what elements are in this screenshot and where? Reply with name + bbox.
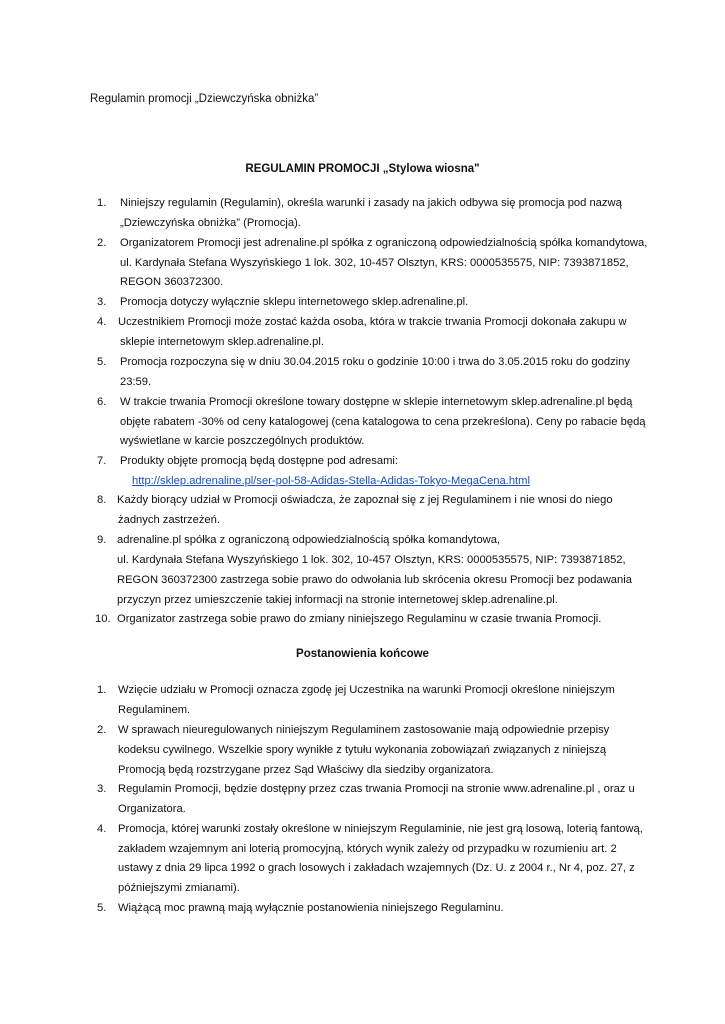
final-rule-text: późniejszymi zmianami). <box>118 882 240 894</box>
final-rule-number: 5. <box>97 902 107 914</box>
rule-number: 6. <box>97 396 107 408</box>
final-rule-text: W sprawach nieuregulowanych niniejszym Regulaminem zastosowanie mają odpowiednie przepisy <box>118 724 610 736</box>
rule-text: „Dziewczyńska obniżka” (Promocja). <box>120 217 301 229</box>
final-rule-text: Promocją będą rozstrzygane przez Sąd Właściwy dla siedziby organizatora. <box>118 764 494 776</box>
rule-number: 8. <box>97 494 107 506</box>
rule-text: sklepie internetowym sklep.adrenaline.pl. <box>120 336 324 348</box>
final-rule-text: Wiążącą moc prawną mają wyłącznie postanowienia niniejszego Regulaminu. <box>118 902 504 914</box>
rule-text: REGON 360372300 zastrzega sobie prawo do odwołania lub skrócenia okresu Promocji bez podawania <box>117 574 632 586</box>
document-title: Regulamin promocji „Dziewczyńska obniżka” <box>90 93 319 105</box>
rule-text: Niniejszy regulamin (Regulamin), określa warunki i zasady na jakich odbywa się promocja pod nazwą <box>120 197 622 209</box>
final-rule-text: kodeksu cywilnego. Wszelkie spory wynikłe z tytułu wykonania zobowiązań związanych z niniejszą <box>118 744 607 756</box>
rule-text: W trakcie trwania Promocji określone towary dostępne w sklepie internetowym sklep.adrenaline.pl będą <box>120 396 633 408</box>
final-rule-text: Regulaminem. <box>118 704 191 716</box>
rule-number: 9. <box>97 534 107 546</box>
rule-number: 1. <box>97 197 107 209</box>
rule-text: adrenaline.pl spółka z ograniczoną odpowiedzialnością spółka komandytowa, <box>117 534 501 546</box>
rule-text: ul. Kardynała Stefana Wyszyńskiego 1 lok. 302, 10-457 Olsztyn, KRS: 0000535575, NIP: 7393871852, <box>120 257 629 269</box>
rule-number: 7. <box>97 455 107 467</box>
rules-heading: REGULAMIN PROMOCJI „Stylowa wiosna" <box>245 163 480 175</box>
final-rule-text: Organizatora. <box>118 803 186 815</box>
rule-number: 4. <box>97 316 107 328</box>
rule-number: 3. <box>97 296 107 308</box>
rule-text: Organizator zastrzega sobie prawo do zmiany niniejszego Regulaminu w czasie trwania Promocji. <box>117 613 602 625</box>
rule-text: objęte rabatem -30% od ceny katalogowej (cena katalogowa to cena przekreślona). Ceny po rabacie będą <box>120 416 646 428</box>
final-rule-number: 2. <box>97 724 107 736</box>
final-rule-text: Wzięcie udziału w Promocji oznacza zgodę jej Uczestnika na warunki Promocji określone niniejszym <box>118 684 615 696</box>
final-provisions-heading: Postanowienia końcowe <box>296 648 429 660</box>
final-rule-number: 1. <box>97 684 107 696</box>
rule-text: Promocja dotyczy wyłącznie sklepu internetowego sklep.adrenaline.pl. <box>120 296 469 308</box>
rule-text: Produkty objęte promocją będą dostępne pod adresami: <box>120 455 398 467</box>
final-rule-text: ustawy z dnia 29 lipca 1992 o grach losowych i zakładach wzajemnych (Dz. U. z 2004 r., Nr 4, poz. 27, z <box>118 862 635 874</box>
rule-text: Organizatorem Promocji jest adrenaline.pl spółka z ograniczoną odpowiedzialnością spółka komandytowa, <box>120 237 648 249</box>
rule-number: 2. <box>97 237 107 249</box>
final-rule-number: 4. <box>97 823 107 835</box>
rule-text: przyczyn przez umieszczenie takiej informacji na stronie internetowej sklep.adrenaline.pl. <box>117 594 558 606</box>
final-rule-text: Regulamin Promocji, będzie dostępny przez czas trwania Promocji na stronie www.adrenaline.pl , oraz u <box>118 783 635 795</box>
rule-number: 10. <box>95 613 111 625</box>
rule-text: ul. Kardynała Stefana Wyszyńskiego 1 lok. 302, 10-457 Olsztyn, KRS: 0000535575, NIP: 7393871852, <box>117 554 626 566</box>
rule-text: REGON 360372300. <box>120 276 224 288</box>
promotion-products-link[interactable]: http://sklep.adrenaline.pl/ser-pol-58-Adidas-Stella-Adidas-Tokyo-MegaCena.html <box>132 475 530 487</box>
final-rule-text: zakładem wzajemnym ani loterią promocyjną, których wynik zależy od przypadku w rozumieniu art. 2 <box>118 843 617 855</box>
rule-text: Promocja rozpoczyna się w dniu 30.04.2015 roku o godzinie 10:00 i trwa do 3.05.2015 roku do godziny <box>120 356 630 368</box>
rule-text: żadnych zastrzeżeń. <box>118 514 220 526</box>
rule-number: 5. <box>97 356 107 368</box>
rule-text: wyświetlane w karcie poszczególnych produktów. <box>120 435 365 447</box>
rule-text: Uczestnikiem Promocji może zostać każda osoba, która w trakcie trwania Promocji dokonała zakupu w <box>118 316 627 328</box>
final-rule-text: Promocja, której warunki zostały określone w niniejszym Regulaminie, nie jest grą losową, loterią fantową, <box>118 823 643 835</box>
rule-text: Każdy biorący udział w Promocji oświadcza, że zapoznał się z jej Regulaminem i nie wnosi do niego <box>117 494 613 506</box>
final-rule-number: 3. <box>97 783 107 795</box>
rule-text: 23:59. <box>120 376 152 388</box>
